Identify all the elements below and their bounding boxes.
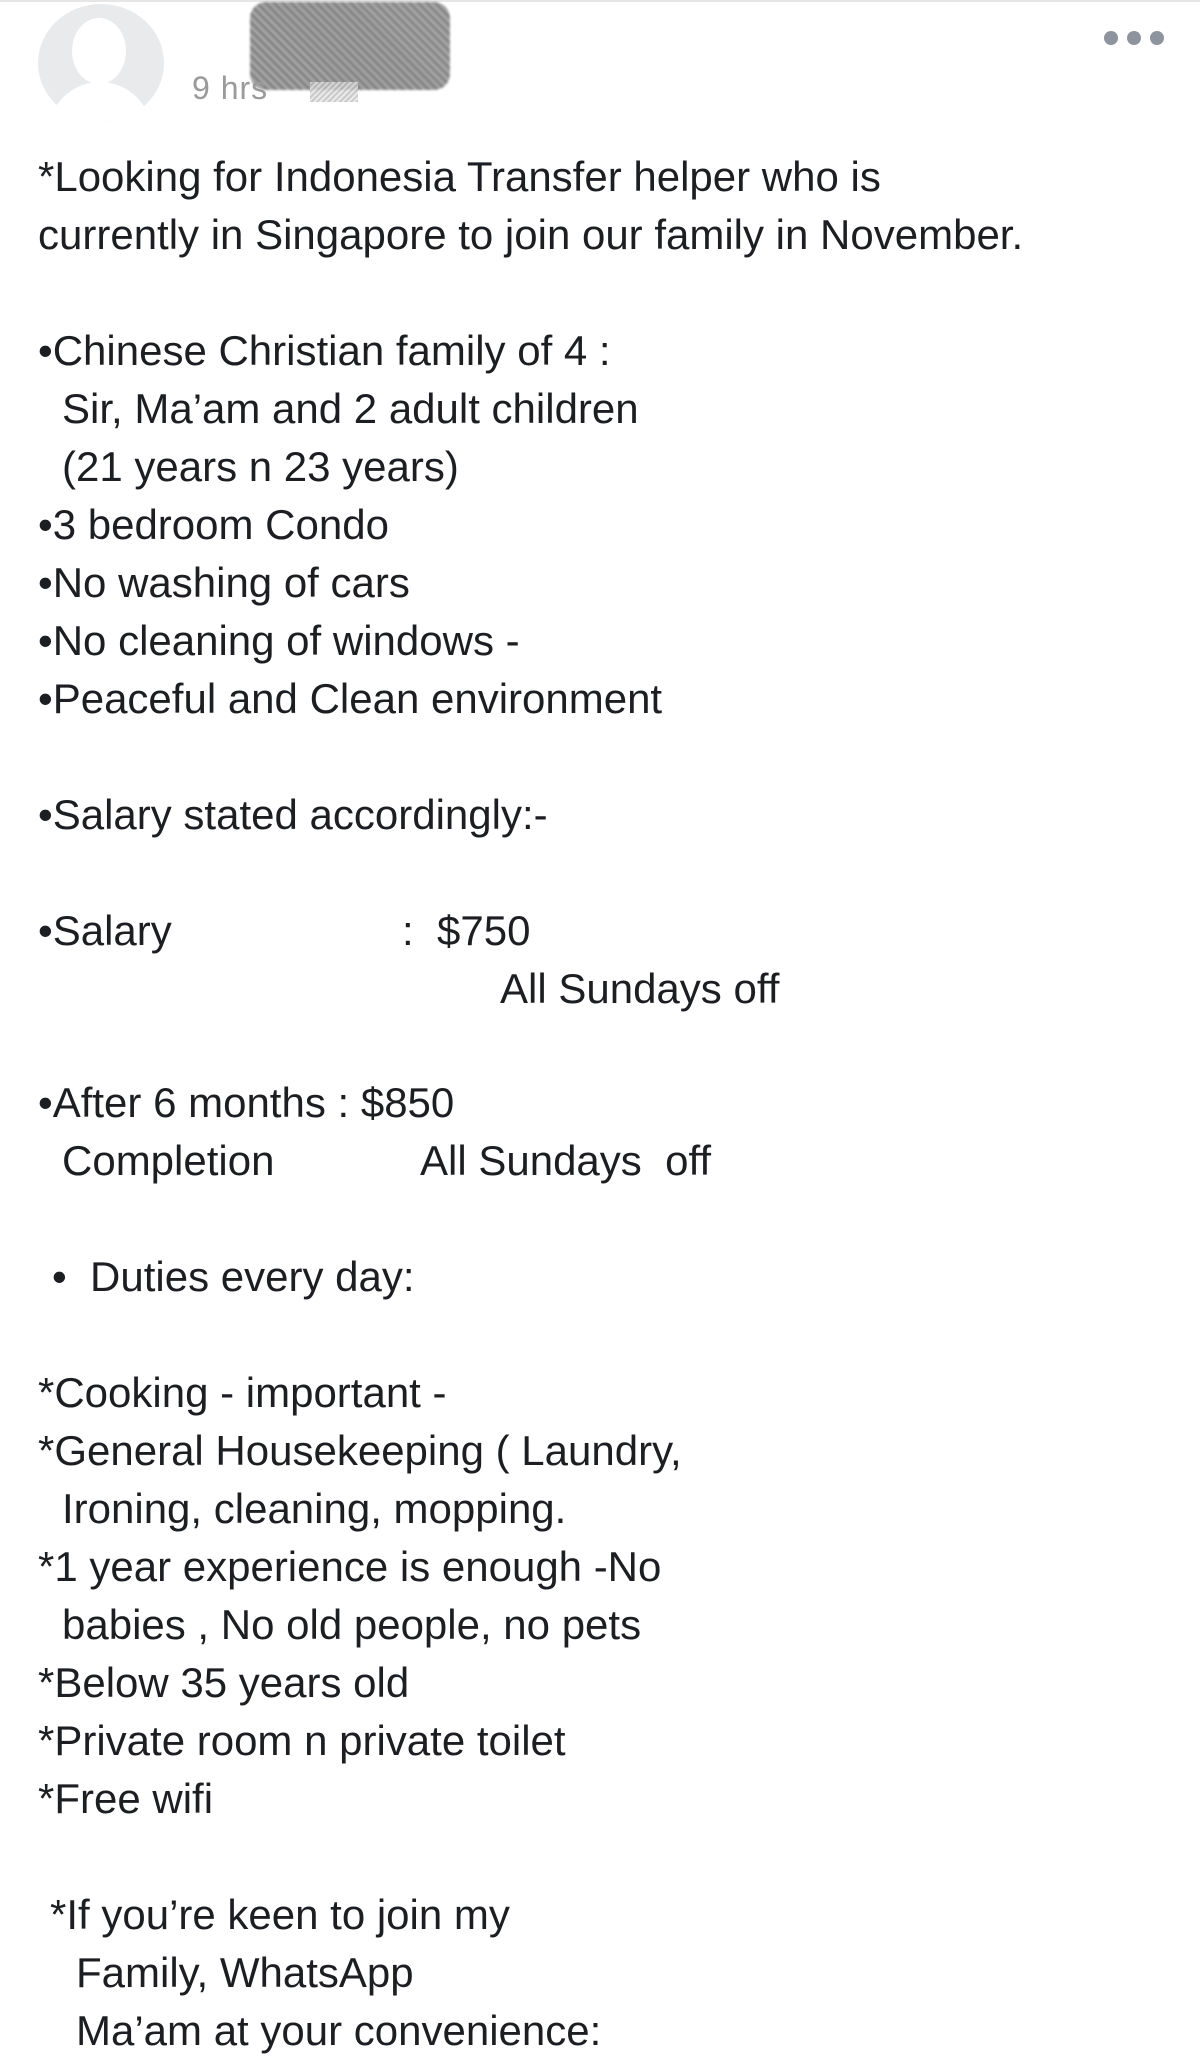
post-timestamp[interactable]: 9 hrs: [192, 70, 269, 106]
post-line: *Looking for Indonesia Transfer helper who is: [38, 153, 881, 200]
post-header: [0, 0, 1200, 140]
avatar-body-icon: [48, 82, 152, 122]
post-line: *Cooking - important -: [38, 1369, 447, 1416]
more-options-icon: [1127, 31, 1141, 45]
post-line: •Salary stated accordingly:-: [38, 791, 548, 838]
more-options-icon: [1150, 31, 1164, 45]
post-line: Completion: [62, 1137, 275, 1184]
author-name-redacted[interactable]: [250, 2, 450, 90]
post-line: Sir, Ma’am and 2 adult children: [62, 385, 639, 432]
post-line: •No washing of cars: [38, 559, 410, 606]
post-line: *Below 35 years old: [38, 1659, 410, 1706]
avatar-head-icon: [72, 18, 126, 84]
post-line: *Private room n private toilet: [38, 1717, 566, 1764]
post-line: *1 year experience is enough -No: [38, 1543, 662, 1590]
post-line: Ironing, cleaning, mopping.: [62, 1485, 567, 1532]
more-options-icon: [1104, 31, 1118, 45]
privacy-icon-redacted: [310, 82, 358, 102]
post-line: •3 bedroom Condo: [38, 501, 389, 548]
post-line: *General Housekeeping ( Laundry,: [38, 1427, 682, 1474]
post-line: : $750: [402, 907, 531, 954]
post-line: *If you’re keen to join my: [50, 1891, 510, 1938]
post-line: *Free wifi: [38, 1775, 214, 1822]
profile-avatar[interactable]: [38, 4, 164, 122]
post-line: •No cleaning of windows -: [38, 617, 520, 664]
post-line: •After 6 months : $850: [38, 1079, 455, 1126]
post-line: •Peaceful and Clean environment: [38, 675, 663, 722]
post-line: Ma’am at your convenience:: [76, 2007, 602, 2054]
post-line: currently in Singapore to join our family in November.: [38, 211, 1024, 258]
post-line: • Duties every day:: [52, 1253, 415, 1300]
post-line: •Salary: [38, 907, 172, 954]
post-line: All Sundays off: [500, 965, 780, 1012]
more-options-button[interactable]: [1104, 22, 1164, 54]
post-line: (21 years n 23 years): [62, 443, 459, 490]
post-line: •Chinese Christian family of 4 :: [38, 327, 611, 374]
post-line: Family, WhatsApp: [76, 1949, 414, 1996]
post-line: babies , No old people, no pets: [62, 1601, 642, 1648]
post-line: All Sundays off: [420, 1137, 712, 1184]
